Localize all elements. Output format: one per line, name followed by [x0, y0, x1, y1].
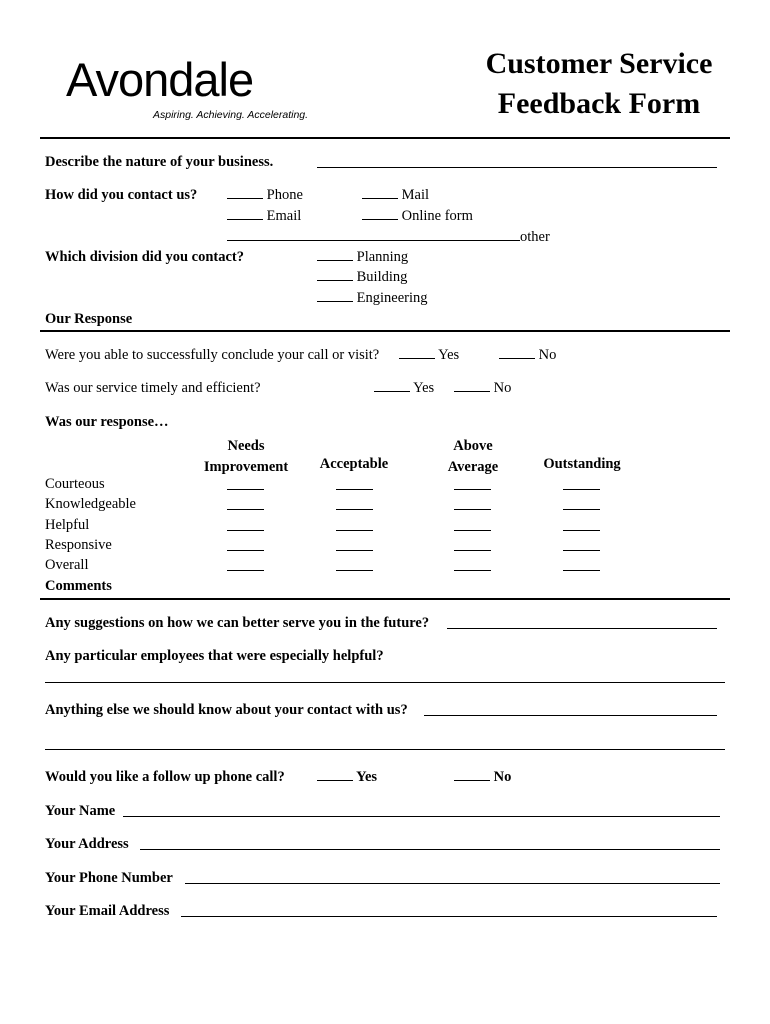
your-phone-label: Your Phone Number — [45, 870, 173, 886]
contact-option-phone[interactable] — [227, 188, 303, 203]
business-answer-line[interactable] — [317, 167, 717, 168]
avondale-logo — [66, 53, 311, 126]
your-name-label: Your Name — [45, 803, 116, 819]
conclude-yes-label: Yes — [438, 347, 460, 363]
your-email-label: Your Email Address — [45, 903, 170, 919]
rating-col-needs-improvement: Needs Improvement — [203, 438, 289, 475]
title-line-2: Feedback Form — [497, 87, 701, 120]
contact-option-online-form[interactable] — [362, 209, 473, 224]
followup-no-label: No — [493, 769, 512, 785]
your-phone-field[interactable] — [185, 883, 720, 884]
timely-question: Was our service timely and efficient? — [45, 380, 261, 396]
anything-else-answer-line[interactable] — [424, 715, 717, 716]
rating-blank[interactable] — [563, 570, 600, 571]
conclude-no[interactable] — [499, 348, 556, 363]
followup-question: Would you like a follow up phone call? — [45, 769, 285, 785]
your-name-field[interactable] — [123, 816, 720, 817]
logo-tagline: Aspiring. Achieving. Accelerating. — [153, 109, 309, 121]
response-divider — [40, 330, 730, 332]
followup-yes[interactable] — [317, 770, 377, 785]
rating-col-above-average: Above Average — [447, 438, 499, 475]
rating-col-acceptable: Acceptable — [319, 456, 389, 472]
contact-option-other[interactable] — [227, 230, 550, 245]
rating-blank[interactable] — [454, 570, 491, 571]
rating-col-outstanding: Outstanding — [543, 456, 621, 472]
division-question: Which division did you contact? — [45, 249, 245, 265]
our-response-heading: Our Response — [45, 311, 133, 327]
timely-yes-label: Yes — [413, 380, 435, 396]
division-option-building[interactable] — [317, 270, 407, 285]
contact-option-email-label: Email — [266, 208, 302, 224]
rating-blank[interactable] — [227, 509, 264, 510]
rating-blank[interactable] — [336, 509, 373, 510]
comments-divider — [40, 598, 730, 600]
rating-blank[interactable] — [336, 570, 373, 571]
logo-wordmark: Avondale — [66, 53, 254, 106]
employees-answer-line[interactable] — [45, 682, 725, 683]
suggestions-answer-line[interactable] — [447, 628, 717, 629]
rating-blank[interactable] — [454, 489, 491, 490]
division-option-building-label: Building — [356, 269, 408, 285]
your-address-field[interactable] — [140, 849, 720, 850]
rating-row-responsive: Responsive — [45, 537, 112, 553]
rating-blank[interactable] — [336, 550, 373, 551]
comments-heading: Comments — [45, 578, 112, 594]
timely-no-label: No — [493, 380, 512, 396]
your-email-field[interactable] — [181, 916, 717, 917]
division-option-engineering[interactable] — [317, 291, 428, 306]
rating-row-courteous: Courteous — [45, 476, 105, 492]
suggestions-question: Any suggestions on how we can better serve you in the future? — [45, 615, 430, 631]
division-option-planning-label: Planning — [356, 249, 409, 265]
division-option-engineering-label: Engineering — [356, 290, 428, 306]
rating-blank[interactable] — [227, 570, 264, 571]
anything-else-answer-line-2[interactable] — [45, 749, 725, 750]
conclude-question: Were you able to successfully conclude your call or visit? — [45, 347, 380, 363]
conclude-yes[interactable] — [399, 348, 459, 363]
your-address-label: Your Address — [45, 836, 129, 852]
anything-else-question: Anything else we should know about your contact with us? — [45, 702, 408, 718]
rating-blank[interactable] — [227, 489, 264, 490]
rating-blank[interactable] — [563, 489, 600, 490]
rating-question: Was our response… — [45, 414, 169, 430]
rating-blank[interactable] — [563, 509, 600, 510]
contact-option-mail-label: Mail — [401, 187, 430, 203]
rating-blank[interactable] — [336, 530, 373, 531]
rating-row-knowledgeable: Knowledgeable — [45, 496, 136, 512]
rating-blank[interactable] — [563, 550, 600, 551]
page-title — [470, 44, 728, 124]
contact-option-online-form-label: Online form — [401, 208, 473, 224]
title-line-1: Customer Service — [485, 47, 713, 80]
rating-blank[interactable] — [227, 530, 264, 531]
rating-blank[interactable] — [336, 489, 373, 490]
header-divider — [40, 137, 730, 139]
division-option-planning[interactable] — [317, 250, 408, 265]
rating-blank[interactable] — [227, 550, 264, 551]
contact-option-email[interactable] — [227, 209, 301, 224]
timely-yes[interactable] — [374, 381, 434, 396]
rating-blank[interactable] — [454, 530, 491, 531]
rating-blank[interactable] — [563, 530, 600, 531]
rating-row-overall: Overall — [45, 557, 89, 573]
contact-option-mail[interactable] — [362, 188, 429, 203]
employees-question: Any particular employees that were especially helpful? — [45, 648, 384, 664]
rating-blank[interactable] — [454, 509, 491, 510]
contact-option-other-label: other — [520, 229, 550, 245]
timely-no[interactable] — [454, 381, 511, 396]
conclude-no-label: No — [538, 347, 557, 363]
followup-yes-label: Yes — [356, 769, 378, 785]
contact-question: How did you contact us? — [45, 187, 198, 203]
business-question: Describe the nature of your business. — [45, 154, 274, 170]
rating-blank[interactable] — [454, 550, 491, 551]
contact-option-phone-label: Phone — [266, 187, 303, 203]
followup-no[interactable] — [454, 770, 511, 785]
rating-row-helpful: Helpful — [45, 517, 90, 533]
